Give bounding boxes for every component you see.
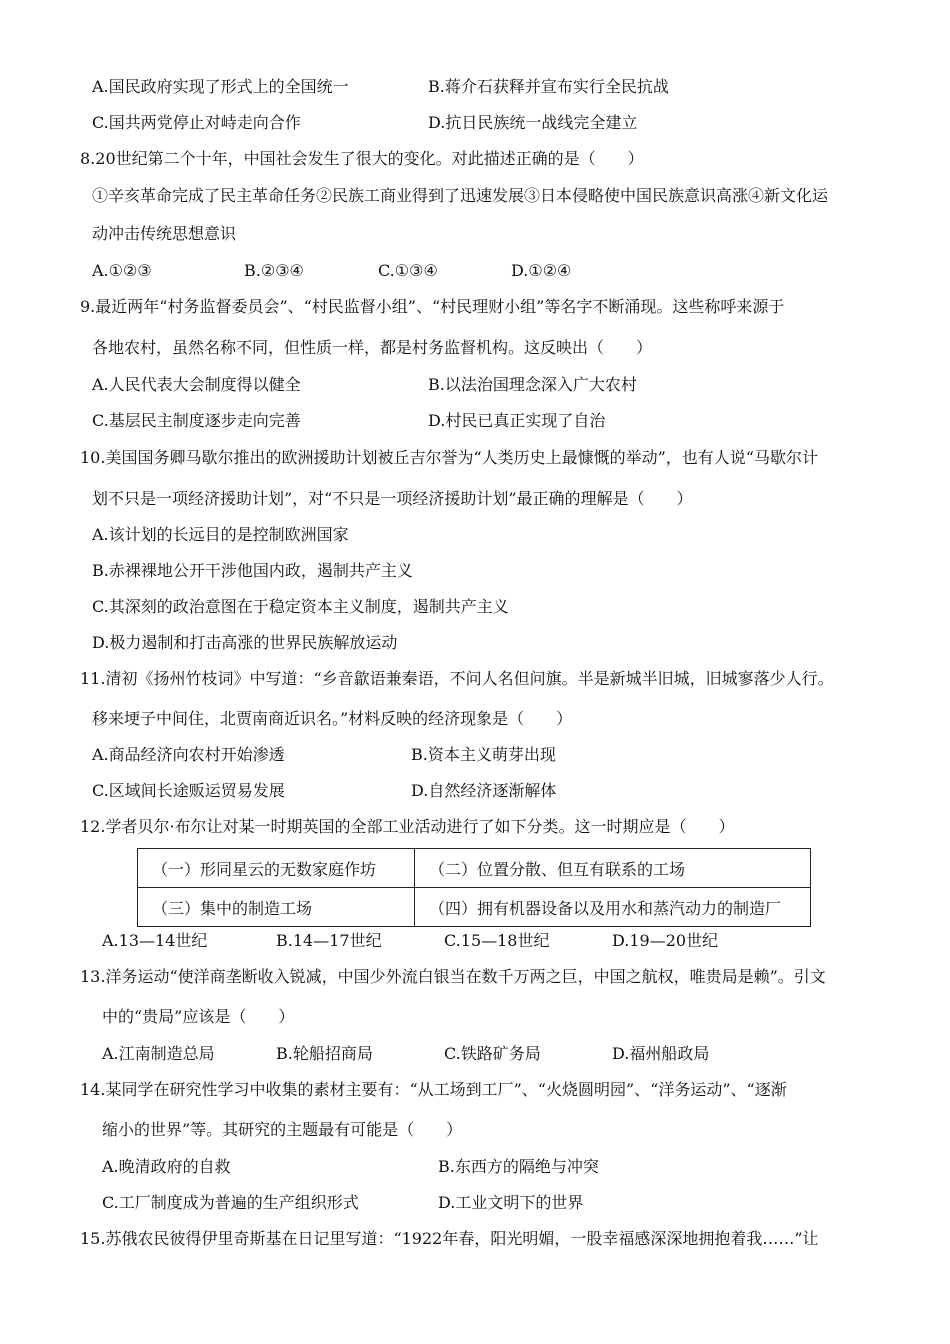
- q8-statements: ①辛亥革命完成了民主革命任务②民族工商业得到了迅速发展③日本侵略使中国民族意识高涨④新文化运: [92, 186, 829, 205]
- table-cell: （二）位置分散、但互有联系的工场: [415, 849, 811, 888]
- q9-option-c: C.基层民主制度逐步走向完善: [92, 411, 301, 430]
- q13-option-b: B.轮船招商局: [276, 1044, 373, 1063]
- q11-stem: 11.清初《扬州竹枝词》中写道：“乡音歙语兼秦语，不问人名但问旗。半是新城半旧城，旧城寥落少人行。: [80, 669, 834, 688]
- q10-option-d: D.极力遏制和打击高涨的世界民族解放运动: [92, 633, 398, 652]
- q11-stem-cont: 移来埂子中间住，北贾南商近识名。”材料反映的经济现象是（ ）: [92, 709, 573, 728]
- q15-stem: 15.苏俄农民彼得伊里奇斯基在日记里写道：“1922年春，阳光明媚，一股幸福感深深地拥抱着我……”让: [80, 1229, 819, 1248]
- q7-option-c: C.国共两党停止对峙走向合作: [92, 113, 301, 132]
- q13-option-a: A.江南制造总局: [102, 1044, 215, 1063]
- q13-option-c: C.铁路矿务局: [444, 1044, 541, 1063]
- q12-option-d: D.19—20世纪: [612, 931, 719, 950]
- q12-option-c: C.15—18世纪: [444, 931, 550, 950]
- q7-option-d: D.抗日民族统一战线完全建立: [428, 113, 638, 132]
- table-cell: （三）集中的制造工场: [138, 888, 415, 927]
- q12-option-b: B.14—17世纪: [276, 931, 382, 950]
- q13-stem-cont: 中的“贵局”应该是（ ）: [102, 1007, 295, 1026]
- q12-option-a: A.13—14世纪: [102, 931, 208, 950]
- q7-option-a: A.国民政府实现了形式上的全国统一: [92, 77, 349, 96]
- q10-option-b: B.赤裸裸地公开干涉他国内政，遏制共产主义: [92, 561, 413, 580]
- q9-stem-cont: 各地农村，虽然名称不同，但性质一样，都是村务监督机构。这反映出（ ）: [92, 338, 653, 357]
- q11-option-c: C.区域间长途贩运贸易发展: [92, 781, 285, 800]
- q12-stem: 12.学者贝尔·布尔让对某一时期英国的全部工业活动进行了如下分类。这一时期应是（ ）: [80, 817, 735, 836]
- q11-option-b: B.资本主义萌芽出现: [411, 745, 556, 764]
- table-cell: （四）拥有机器设备以及用水和蒸汽动力的制造厂: [415, 888, 811, 927]
- q13-option-d: D.福州船政局: [612, 1044, 710, 1063]
- q8-option-b: B.②③④: [244, 261, 304, 280]
- q9-option-d: D.村民已真正实现了自治: [428, 411, 606, 430]
- q14-option-a: A.晚清政府的自救: [102, 1157, 231, 1176]
- q14-stem-cont: 缩小的世界”等。其研究的主题最有可能是（ ）: [102, 1120, 463, 1139]
- q10-stem: 10.美国国务卿马歇尔推出的欧洲援助计划被丘吉尔誉为“人类历史上最慷慨的举动”，也有人说“马歇尔计: [80, 448, 818, 467]
- q13-stem: 13.洋务运动“使洋商垄断收入锐减，中国少外流白银当在数千万两之巨，中国之航权，唯贵局是赖”。引文: [80, 967, 826, 986]
- q10-stem-cont: 划不只是一项经济援助计划”，对“不只是一项经济援助计划”最正确的理解是（ ）: [92, 489, 693, 508]
- q11-option-d: D.自然经济逐渐解体: [411, 781, 557, 800]
- q8-option-c: C.①③④: [378, 261, 438, 280]
- q14-stem: 14.某同学在研究性学习中收集的素材主要有：“从工场到工厂”、“火烧圆明园”、“洋务运动”、“逐渐: [80, 1080, 787, 1099]
- table-cell: （一）形同星云的无数家庭作坊: [138, 849, 415, 888]
- q14-option-b: B.东西方的隔绝与冲突: [438, 1157, 599, 1176]
- q8-option-a: A.①②③: [92, 261, 152, 280]
- q10-option-c: C.其深刻的政治意图在于稳定资本主义制度，遏制共产主义: [92, 597, 509, 616]
- q10-option-a: A.该计划的长远目的是控制欧洲国家: [92, 525, 349, 544]
- q9-option-a: A.人民代表大会制度得以健全: [92, 375, 301, 394]
- q9-stem: 9.最近两年“村务监督委员会”、“村民监督小组”、“村民理财小组”等名字不断涌现。这些称呼来源于: [80, 297, 785, 316]
- q8-statements-cont: 动冲击传统思想意识: [92, 224, 237, 243]
- q8-option-d: D.①②④: [511, 261, 572, 280]
- q12-classification-table: [137, 848, 811, 927]
- q11-option-a: A.商品经济向农村开始渗透: [92, 745, 285, 764]
- q9-option-b: B.以法治国理念深入广大农村: [428, 375, 637, 394]
- table-row: [138, 849, 811, 888]
- q14-option-d: D.工业文明下的世界: [438, 1193, 584, 1212]
- q7-option-b: B.蒋介石获释并宣布实行全民抗战: [428, 77, 669, 96]
- q14-option-c: C.工厂制度成为普遍的生产组织形式: [102, 1193, 359, 1212]
- q8-stem: 8.20世纪第二个十年，中国社会发生了很大的变化。对此描述正确的是（ ）: [80, 149, 644, 168]
- table-row: [138, 888, 811, 927]
